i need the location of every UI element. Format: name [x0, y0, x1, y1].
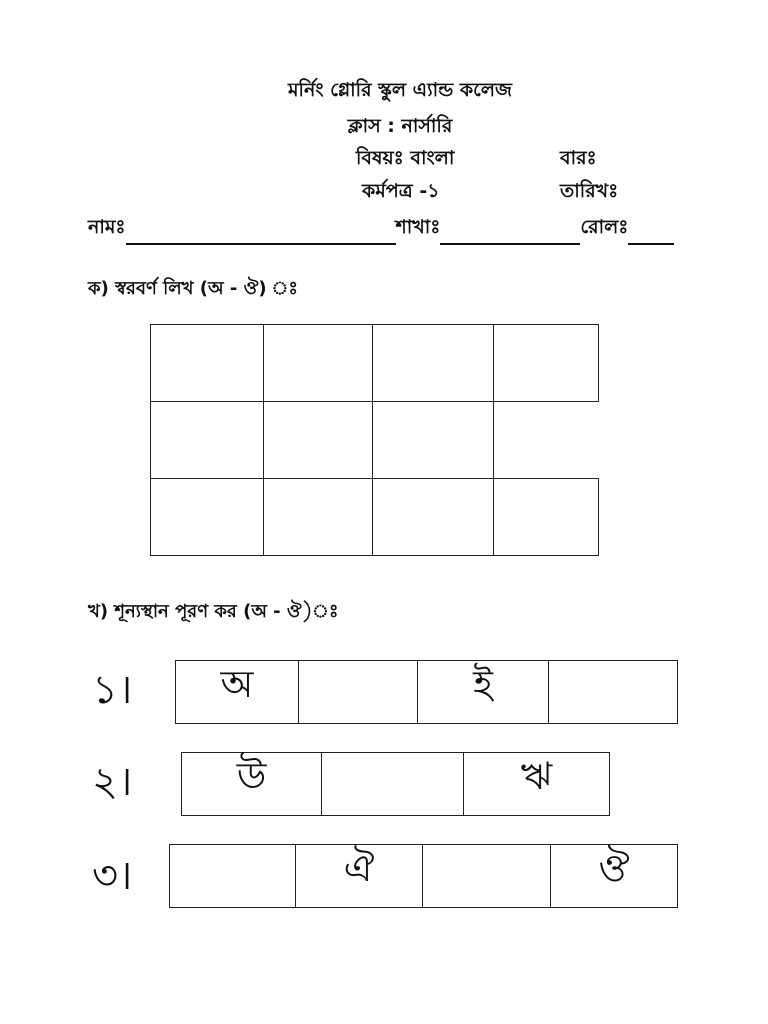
class-line: ক্লাস : নার্সারি — [347, 115, 453, 137]
fill-row-2 — [181, 752, 610, 816]
section-a-title: ক) স্বরবর্ণ লিখ (অ - ঔ) ঃ — [88, 278, 299, 299]
grid-row — [151, 325, 599, 402]
subject-line: বিষয়ঃ বাংলা — [356, 147, 455, 169]
grid-row — [151, 402, 599, 479]
letter-cell[interactable] — [549, 661, 677, 723]
grid-row — [151, 479, 599, 556]
roll-label: রোলঃ — [580, 216, 629, 238]
fill-row-1 — [175, 660, 678, 724]
grid-cell[interactable] — [264, 325, 373, 402]
grid-cell[interactable] — [373, 402, 494, 479]
grid-cell[interactable] — [151, 325, 264, 402]
letter-cell[interactable] — [170, 845, 296, 907]
worksheet-title: কর্মপত্র -১ — [362, 180, 440, 202]
date-label: তারিখঃ — [560, 180, 619, 202]
vowel-writing-grid — [150, 324, 599, 556]
grid-cell[interactable] — [494, 479, 599, 556]
letter-cell[interactable]: ঐ — [296, 845, 423, 907]
grid-cell[interactable] — [264, 479, 373, 556]
grid-cell[interactable] — [264, 402, 373, 479]
section-label: শাখাঃ — [395, 216, 441, 238]
school-name: মর্নিং গ্লোরি স্কুল এ্যান্ড কলেজ — [288, 79, 512, 101]
grid-cell[interactable] — [151, 479, 264, 556]
name-blank[interactable] — [126, 225, 396, 245]
letter-cell[interactable]: উ — [182, 753, 322, 815]
student-info-line — [88, 213, 674, 245]
letter-cell[interactable]: ই — [418, 661, 549, 723]
fill-row-3 — [169, 844, 678, 908]
roll-blank[interactable] — [628, 225, 674, 245]
row-number: ১। — [92, 667, 133, 713]
grid-cell[interactable] — [373, 325, 494, 402]
letter-cell[interactable] — [322, 753, 464, 815]
day-label: বারঃ — [560, 147, 597, 169]
letter-cell[interactable]: ঔ — [598, 846, 630, 890]
letter-cell[interactable]: অ — [176, 661, 299, 723]
section-blank[interactable] — [440, 225, 580, 245]
grid-cell[interactable] — [151, 402, 264, 479]
letter-cell[interactable] — [423, 845, 551, 907]
grid-cell[interactable] — [494, 325, 599, 402]
row-number: ২। — [92, 759, 133, 805]
letter-cell[interactable] — [299, 661, 418, 723]
letter-cell[interactable]: ঋ — [520, 754, 553, 798]
grid-cell[interactable] — [373, 479, 494, 556]
grid-cell[interactable] — [494, 402, 599, 479]
row-number: ৩। — [92, 853, 133, 899]
name-label: নামঃ — [88, 216, 126, 238]
section-b-title: খ) শূন্যস্থান পূরণ কর (অ - ঔ)ঃ — [88, 601, 339, 622]
